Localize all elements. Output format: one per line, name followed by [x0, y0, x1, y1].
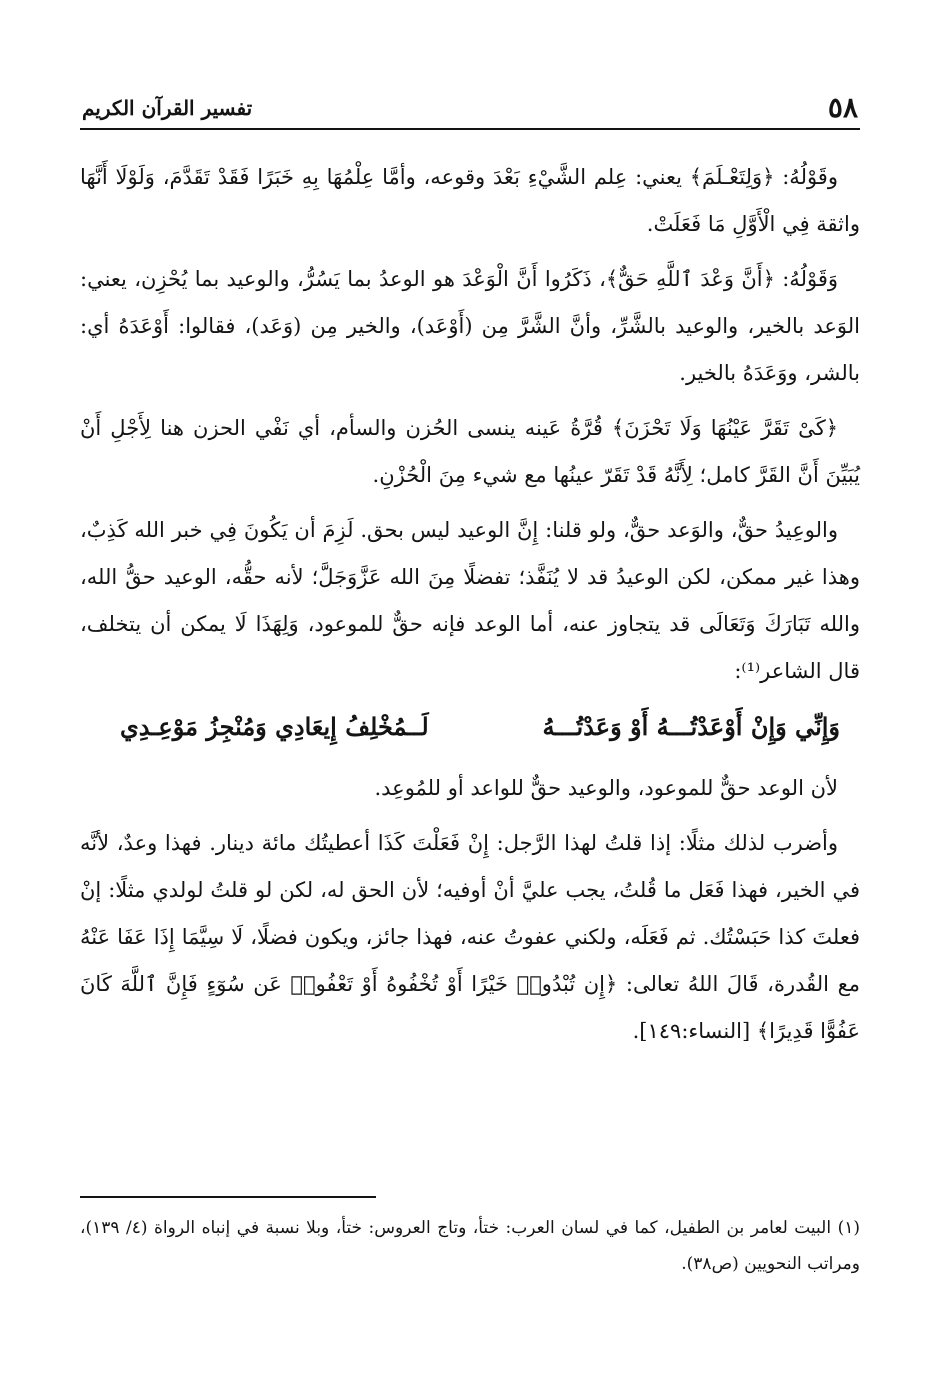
footnote-separator [80, 1196, 376, 1198]
paragraph: وقَوْلُهُ: ﴿وَلِتَعْـلَمَ﴾ يعني: عِلم الشَّيْءِ بَعْدَ وقوعه، وأمَّا عِلْمُهَا بِهِ خَبَرًا فَقَدْ تَقَدَّمَ، وَلَوْلَا أَنَّهَا واثقة فِي الْأَوَّلِ مَا فَعَلَتْ. [80, 165, 860, 236]
paragraph: والوعِيدُ حقٌّ، والوَعد حقٌّ، ولو قلنا: إِنَّ الوعيد ليس بحق. لَزِمَ أن يَكُونَ فِي خبر الله كَذِبٌ، وهذا غير ممكن، لكن الوعيدُ قد لا يُنَفَّذ؛ تفضلًا مِنَ الله عَزَّوَجَلَّ؛ لأنه حقُّه، الوعيد حقُّ الله، والله تَبَارَكَ وَتَعَالَى قد يتجاوز عنه، أما الوعد فإنه حقٌّ للموعود، وَلِهَذَا لَا يمكن أن يتخلف، قال الشاعر⁽¹⁾: [80, 518, 860, 683]
main-text [80, 154, 860, 1063]
verse-right-hemistich: وَإِنِّي وَإِنْ أَوْعَدْتُـــهُ أَوْ وَعَدْتُـــهُ [542, 712, 840, 741]
page-header [80, 88, 860, 130]
paragraph: وأضرب لذلك مثلًا: إذا قلتُ لهذا الرَّجل: إِنْ فَعَلْتَ كَذَا أعطيتُك مائة دينار. فهذا وعدٌ، لأنَّه في الخير، فهذا فَعَل ما قُلتُ، يجب عليَّ أنْ أوفيه؛ لأن الحق له، لكن لو قلتُ لولدي مثلًا: إنْ فعلتَ كذا حَبَسْتُك. ثم فَعَلَه، ولكني عفوتُ عنه، فهذا جائز، ويكون فضلًا، لَا سِيَّمَا إِذَا عَفَا عَنْهُ مع القُدرة، قَالَ اللهُ تعالى: ﴿إِن تُبْدُوا۟ خَيْرًا أَوْ تُخْفُوهُ أَوْ تَعْفُوا۟ عَن سُوٓءٍ فَإِنَّ ٱللَّهَ كَانَ عَفُوًّا قَدِيرًا﴾ [النساء:١٤٩]. [80, 831, 860, 1043]
paragraph: لأن الوعد حقٌّ للموعود، والوعيد حقٌّ للواعد أو للمُوعِد. [374, 776, 838, 800]
book-page [80, 88, 860, 1348]
verse-left-hemistich: لَــمُخْلِفُ إِيعَادِي وَمُنْجِزُ مَوْعِـدِي [120, 712, 429, 741]
footnote: (١) البيت لعامر بن الطفيل، كما في لسان العرب: ختأ، وتاج العروس: ختأ، وبلا نسبة في إنباه الرواة (٤/ ١٣٩)، ومراتب النحويين (ص٣٨). [80, 1218, 860, 1274]
poetry-verse [120, 703, 840, 751]
paragraph: وَقَوْلُهُ: ﴿أَنَّ وَعْدَ ٱللَّهِ حَقٌّ﴾، ذَكَرُوا أَنَّ الْوَعْدَ هو الوعدُ بما يَسُرُّ، والوعيد بما يُحْزِن، يعني: الوَعد بالخير، والوعيد بالشَّرِّ، وأنَّ الشَّرَّ مِن (أَوْعَد)، والخير مِن (وَعَد)، فقالوا: أَوْعَدَهُ أي: بالشر، ووَعَدَهُ بالخير. [80, 267, 860, 385]
footnotes [80, 1210, 860, 1282]
page-number: ٥٨ [827, 91, 858, 124]
paragraph: ﴿كَىْ تَقَرَّ عَيْنُهَا وَلَا تَحْزَنَ﴾ قُرَّةُ عَينه ينسى الحُزن والسأم، أي نَفْي الحزن هنا لِأَجْلِ أَنْ يُبَيِّنَ أَنَّ القَرَّ كامل؛ لِأَنَّهُ قَدْ تَقَرّ عينُها مع شيء مِنَ الْحُزْنِ. [80, 416, 860, 487]
running-title: تفسير القرآن الكريم [82, 96, 253, 120]
